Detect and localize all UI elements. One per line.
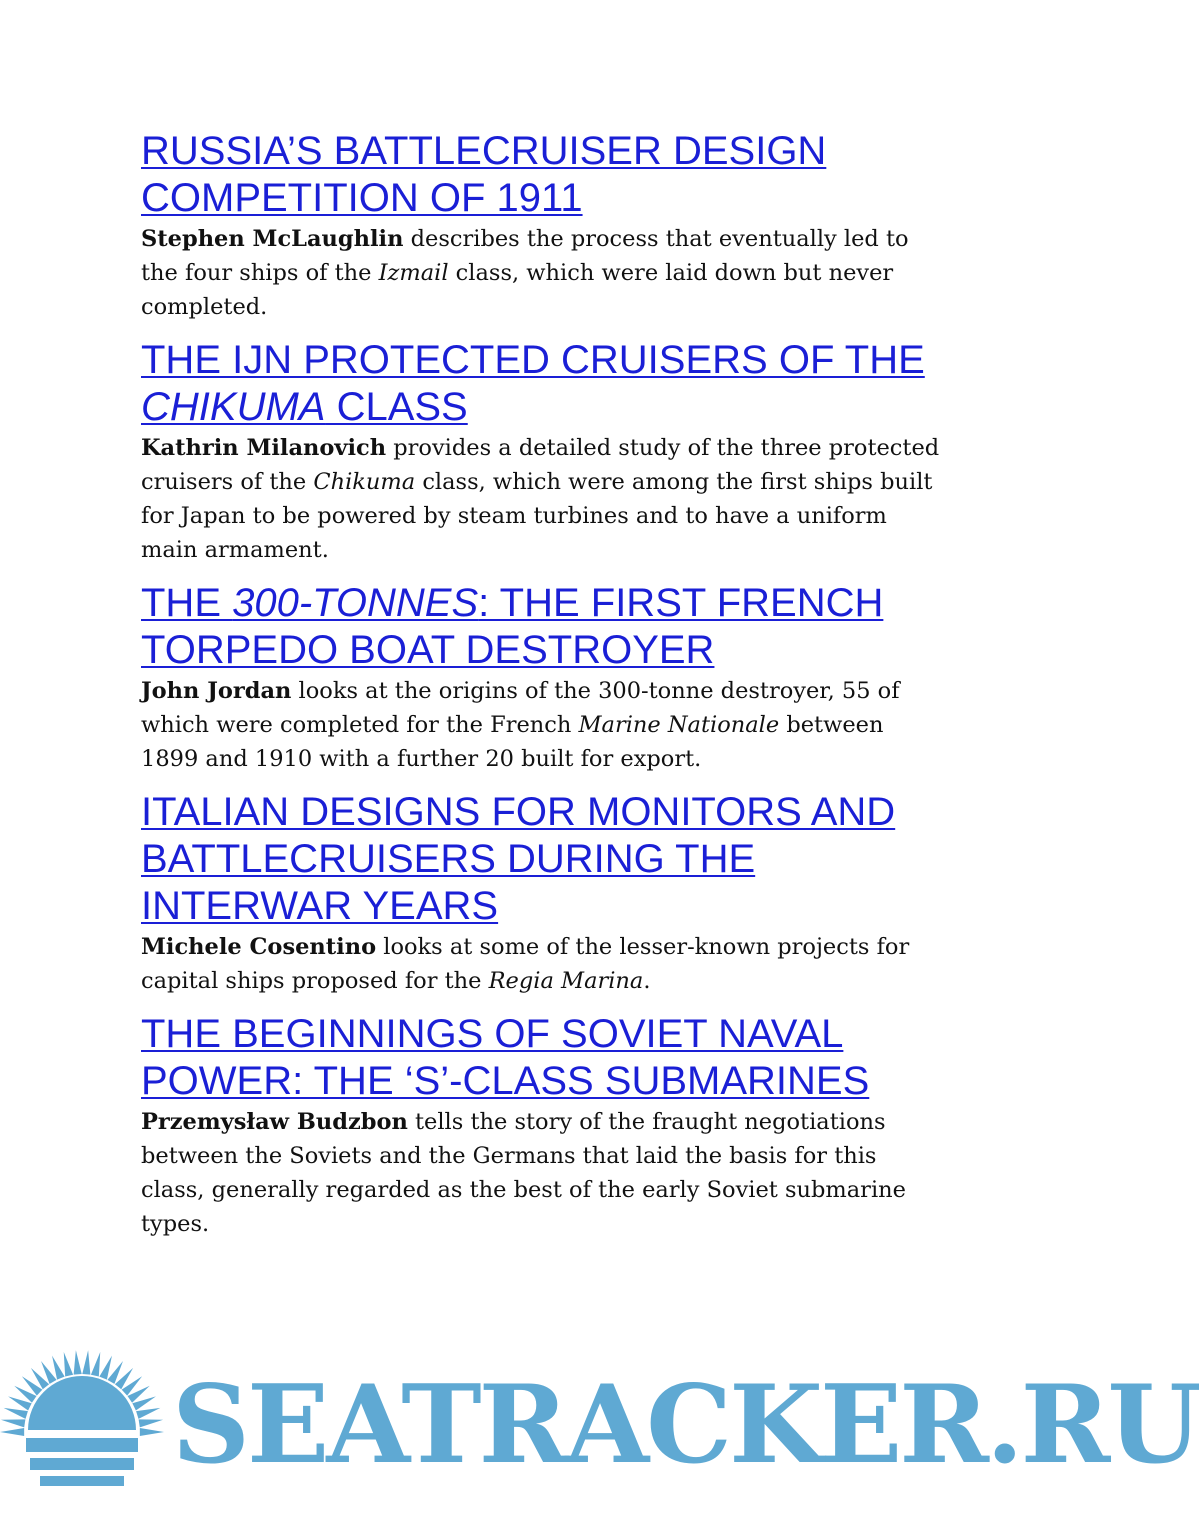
author-name: Stephen McLaughlin [141, 226, 404, 252]
description-text: tells the story of the fraught negotiations between the Soviets and the Germans that laid the basis for this class, generally regarded as the best of the early Soviet submarine types. [141, 1109, 906, 1237]
article-title-link[interactable] [141, 128, 941, 222]
navy-name: Marine Nationale [578, 712, 780, 738]
article-title-link[interactable] [141, 1011, 941, 1105]
author-name: Michele Cosentino [141, 934, 377, 960]
article-description [141, 222, 941, 324]
description-text: class, which were among the first ships built for Japan to be powered by steam turbines and to have a uniform main armament. [141, 469, 933, 563]
article-title-link[interactable] [141, 789, 941, 930]
title-text: CLASS [325, 385, 468, 429]
article-title-link[interactable] [141, 337, 941, 431]
ship-class-name: Izmail [378, 260, 449, 286]
sun-icon [0, 1352, 165, 1513]
article-title-link[interactable] [141, 580, 941, 674]
title-text: : THE FIRST FRENCH TORPEDO BOAT DESTROYER [141, 581, 884, 672]
ship-class-name: Chikuma [313, 469, 416, 495]
description-text: . [643, 968, 651, 994]
description-text: describes the process that eventually led to the four ships of the [141, 226, 909, 286]
author-name: Przemysław Budzbon [141, 1109, 408, 1135]
title-text: THE [141, 581, 233, 625]
navy-name: Regia Marina [488, 968, 644, 994]
site-brand-watermark: SEATRACKER.RU [172, 1362, 1199, 1488]
author-name: Kathrin Milanovich [141, 435, 387, 461]
article-item [141, 580, 941, 776]
article-description [141, 930, 941, 998]
watermark-footer [0, 1352, 1199, 1513]
article-item [141, 337, 941, 567]
description-text: provides a detailed study of the three protected cruisers of the [141, 435, 940, 495]
title-text: THE IJN PROTECTED CRUISERS OF THE [141, 338, 925, 382]
description-text: looks at the origins of the 300-tonne destroyer, 55 of which were completed for the French [141, 678, 900, 738]
article-list [141, 128, 941, 1241]
description-text: between 1899 and 1910 with a further 20 built for export. [141, 712, 884, 772]
article-item [141, 789, 941, 998]
title-italic-text: 300-TONNES [232, 581, 479, 625]
article-description [141, 1105, 941, 1241]
article-description [141, 674, 941, 776]
description-text: looks at some of the lesser-known projects for capital ships proposed for the [141, 934, 910, 994]
author-name: John Jordan [141, 678, 292, 704]
description-text: class, which were laid down but never completed. [141, 260, 894, 320]
title-text: THE BEGINNINGS OF SOVIET NAVAL POWER: THE ‘S’-CLASS SUBMARINES [141, 1012, 870, 1103]
article-item [141, 128, 941, 324]
title-text: ITALIAN DESIGNS FOR MONITORS AND BATTLECRUISERS DURING THE INTERWAR YEARS [141, 790, 896, 928]
article-item [141, 1011, 941, 1241]
title-text: RUSSIA’S BATTLECRUISER DESIGN COMPETITION OF 1911 [141, 129, 827, 220]
title-italic-text: CHIKUMA [141, 385, 326, 429]
article-description [141, 431, 941, 567]
